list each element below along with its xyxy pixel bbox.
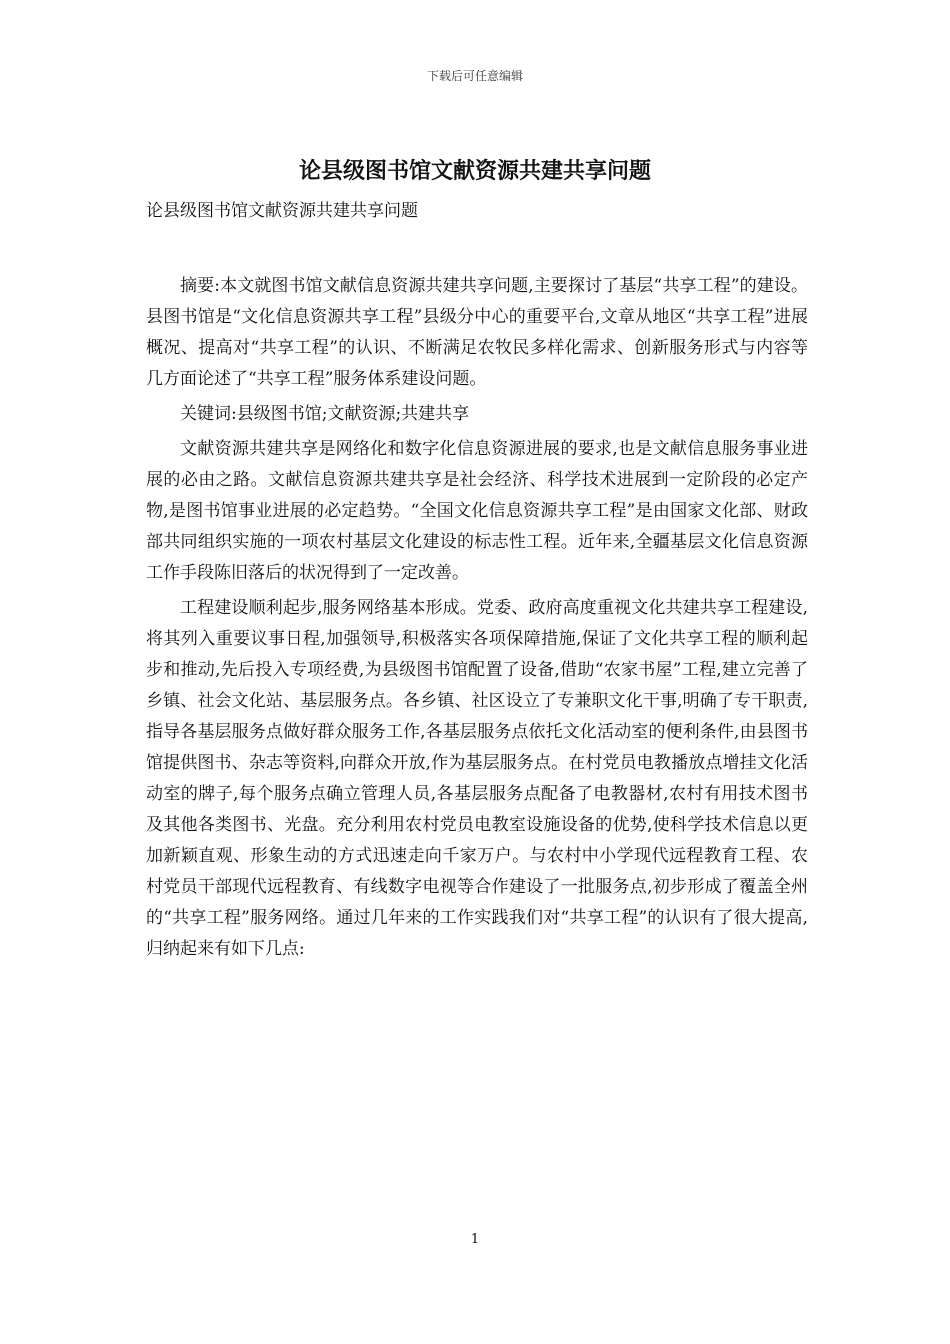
- header-note: 下载后可任意编辑: [426, 69, 523, 83]
- document-body: [146, 271, 808, 969]
- body-paragraph: 工程建设顺利起步,服务网络基本形成。党委、政府高度重视文化共建共享工程建设,将其列入重要议事日程,加强领导,积极落实各项保障措施,保证了文化共享工程的顺利起步和推动,先后投入专项经费,为县级图书馆配置了设备,借助“农家书屋”工程,建立完善了乡镇、社会文化站、基层服务点。各乡镇、社区设立了专兼职文化干事,明确了专干职责,指导各基层服务点做好群众服务工作,各基层服务点依托文化活动室的便利条件,由县图书馆提供图书、杂志等资料,向群众开放,作为基层服务点。在村党员电教播放点增挂文化活动室的牌子,每个服务点确立管理人员,各基层服务点配备了电教器材,农村有用技术图书及其他各类图书、光盘。充分利用农村党员电教室设施设备的优势,使科学技术信息以更加新颖直观、形象生动的方式迅速走向千家万户。与农村中小学现代远程教育工程、农村党员干部现代远程教育、有线数字电视等合作建设了一批服务点,初步形成了覆盖全州的“共享工程”服务网络。通过几年来的工作实践我们对“共享工程”的认识有了很大提高,归纳起来有如下几点:: [146, 598, 808, 959]
- keywords-paragraph: 关键词:县级图书馆;文献资源;共建共享: [180, 404, 470, 424]
- body-paragraph: 文献资源共建共享是网络化和数字化信息资源进展的要求,也是文献信息服务事业进展的必由之路。文献信息资源共建共享是社会经济、科学技术进展到一定阶段的必定产物,是图书馆事业进展的必定趋势。“全国文化信息资源共享工程”是由国家文化部、财政部共同组织实施的一项农村基层文化建设的标志性工程。近年来,全疆基层文化信息资源工作手段陈旧落后的状况得到了一定改善。: [146, 439, 808, 583]
- document-title: 论县级图书馆文献资源共建共享问题: [298, 158, 651, 184]
- abstract-paragraph: 摘要:本文就图书馆文献信息资源共建共享问题,主要探讨了基层“共享工程”的建设。县图书馆是“文化信息资源共享工程”县级分中心的重要平台,文章从地区“共享工程”进展概况、提高对“共享工程”的认识、不断满足农牧民多样化需求、创新服务形式与内容等几方面论述了“共享工程”服务体系建设问题。: [146, 276, 808, 389]
- document-subtitle: 论县级图书馆文献资源共建共享问题: [146, 201, 418, 221]
- page-number: 1: [470, 1232, 480, 1247]
